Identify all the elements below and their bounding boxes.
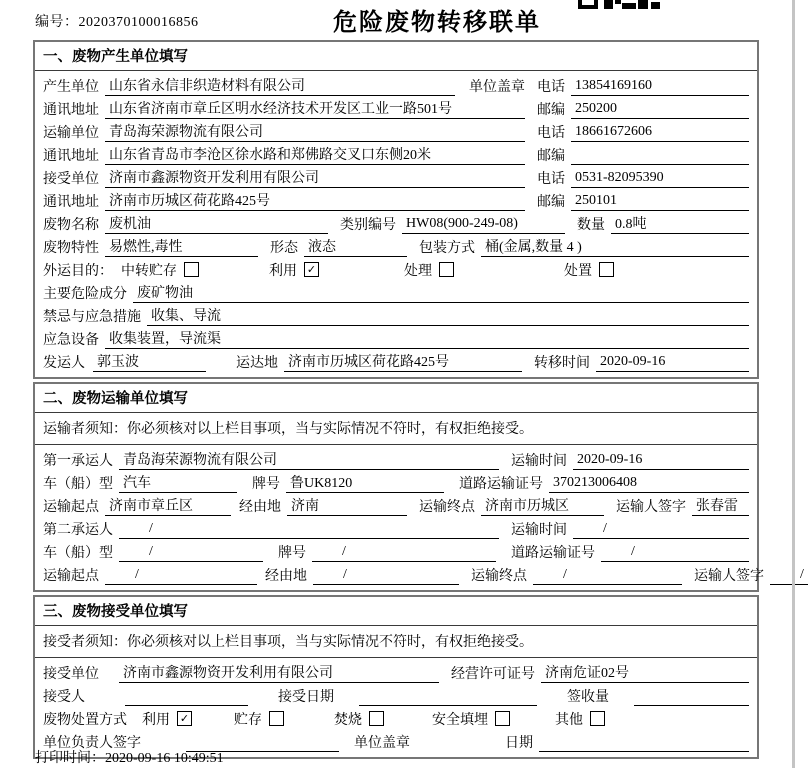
transporter-sign2-label: 运输人签字 (694, 569, 764, 584)
license-value: 济南危证02号 (541, 662, 749, 683)
section-producer (33, 40, 759, 379)
row-route2 (43, 562, 804, 585)
vehicle-type1-value: 汽车 (119, 472, 237, 493)
transport-notice: 运输者须知：你必须核对以上栏目事项，当与实际情况不符时，有权拒绝接受。 (35, 413, 757, 445)
signed-amount-value (634, 688, 749, 706)
transporter-phone-label: 电话 (537, 126, 565, 141)
category-value: HW08(900-249-08) (402, 216, 565, 234)
producer-zip-value: 250200 (571, 101, 749, 119)
receiver-zip-value: 250101 (571, 193, 749, 211)
transport-time1-value: 2020-09-16 (573, 452, 749, 470)
taboo-value: 收集、导流 (147, 305, 749, 326)
row-equipment (43, 326, 749, 349)
plate2-value: / (312, 544, 496, 562)
signed-amount-label: 签收量 (567, 690, 609, 705)
via2-value: / (313, 567, 459, 585)
checkbox-utilize: ✓ (304, 262, 319, 277)
quantity-label: 数量 (577, 218, 605, 233)
recipient-label: 接受人 (43, 690, 85, 705)
row-carrier2 (43, 516, 749, 539)
row-carrier1 (43, 447, 749, 470)
road-cert1-value: 370213006408 (549, 475, 749, 493)
destination-value: 济南市历城区荷花路425号 (284, 351, 522, 372)
row-shipper (43, 349, 749, 372)
transporter-zip-label: 邮编 (537, 149, 565, 164)
row-accepting-unit (43, 660, 749, 683)
carrier2-value: / (119, 521, 499, 539)
receiver-phone-value: 0531-82095390 (571, 170, 749, 188)
purpose-transfer-storage-label: 中转贮存 (121, 264, 177, 279)
row-waste-trait (43, 234, 749, 257)
transporter-address-value: 山东省青岛市李沧区徐水路和郑佛路交叉口东侧20米 (105, 144, 525, 165)
carrier2-label: 第二承运人 (43, 523, 113, 538)
transporter-value: 青岛海荣源物流有限公司 (105, 121, 525, 142)
checkbox-disposal-utilize: ✓ (177, 711, 192, 726)
transport-time1-label: 运输时间 (511, 454, 567, 469)
origin2-value: / (105, 567, 257, 585)
taboo-label: 禁忌与应急措施 (43, 310, 141, 325)
shipper-label: 发运人 (43, 356, 85, 371)
qr-code-fragment-icon (578, 0, 660, 9)
road-cert2-value: / (601, 544, 749, 562)
checkbox-disposal-store (269, 711, 284, 726)
print-time-label: 打印时间： (35, 751, 105, 766)
hazard-label: 主要危险成分 (43, 287, 127, 302)
end2-label: 运输终点 (471, 569, 527, 584)
via1-label: 经由地 (239, 500, 281, 515)
transport-time2-value: / (573, 521, 749, 539)
destination-label: 运达地 (236, 356, 278, 371)
row-transporter-address (43, 142, 749, 165)
section-producer-title: 一、废物产生单位填写 (35, 42, 757, 71)
purpose-utilize-label: 利用 (269, 264, 297, 279)
transfer-time-label: 转移时间 (534, 356, 590, 371)
receiver-value: 济南市鑫源物资开发利用有限公司 (105, 167, 525, 188)
waste-trait-value: 易燃性,毒性 (105, 236, 258, 257)
transporter-sign2-value: / (770, 567, 808, 585)
producer-label: 产生单位 (43, 80, 99, 95)
form-label: 形态 (270, 241, 298, 256)
receiver-phone-label: 电话 (537, 172, 565, 187)
equipment-value: 收集装置，导流渠 (105, 328, 749, 349)
waste-trait-label: 废物特性 (43, 241, 99, 256)
carrier1-label: 第一承运人 (43, 454, 113, 469)
row-waste-name (43, 211, 749, 234)
row-hazard (43, 280, 749, 303)
row-vehicle2 (43, 539, 749, 562)
accepting-unit-value: 济南市鑫源物资开发利用有限公司 (119, 662, 439, 683)
row-route1 (43, 493, 749, 516)
vehicle-type1-label: 车（船）型 (43, 477, 113, 492)
print-time-value: 2020-09-16 10:49:51 (105, 751, 224, 766)
receive-date-label: 接受日期 (278, 690, 334, 705)
print-time (35, 747, 224, 767)
receive-date-value (359, 688, 537, 706)
checkbox-treat (439, 262, 454, 277)
hazard-value: 废矿物油 (133, 282, 749, 303)
plate2-label: 牌号 (278, 546, 306, 561)
row-recipient (43, 683, 749, 706)
packing-label: 包装方式 (419, 241, 475, 256)
transporter-zip-value (571, 147, 749, 165)
row-transporter (43, 119, 749, 142)
checkbox-transfer-storage (184, 262, 199, 277)
receiver-zip-label: 邮编 (537, 195, 565, 210)
producer-phone-value: 13854169160 (571, 78, 749, 96)
end1-value: 济南市历城区 (481, 495, 604, 516)
doc-number-value: 2020370100016856 (78, 15, 199, 30)
road-cert2-label: 道路运输证号 (511, 546, 595, 561)
carrier1-value: 青岛海荣源物流有限公司 (119, 449, 499, 470)
doc-number-label: 编号： (35, 15, 79, 30)
producer-zip-label: 邮编 (537, 103, 565, 118)
quantity-value: 0.8吨 (611, 213, 749, 234)
section-transport (33, 382, 804, 592)
disposal-store-label: 贮存 (234, 713, 262, 728)
disposal-utilize-label: 利用 (142, 713, 170, 728)
vehicle-type2-label: 车（船）型 (43, 546, 113, 561)
row-disposal (43, 706, 749, 729)
section-receiver (33, 595, 759, 759)
shipper-value: 郭玉波 (93, 351, 206, 372)
via2-label: 经由地 (265, 569, 307, 584)
plate1-value: 鲁UK8120 (286, 472, 444, 493)
end1-label: 运输终点 (419, 500, 475, 515)
receiver-address-label: 通讯地址 (43, 195, 99, 210)
via1-value: 济南 (287, 495, 407, 516)
road-cert1-label: 道路运输证号 (459, 477, 543, 492)
producer-value: 山东省永信非织造材料有限公司 (105, 75, 455, 96)
transporter-sign1-value: 张春雷 (692, 495, 749, 516)
purpose-treat-label: 处理 (404, 264, 432, 279)
checkbox-disposal-other (590, 711, 605, 726)
category-label: 类别编号 (340, 218, 396, 233)
section-transport-title: 二、废物运输单位填写 (35, 384, 757, 413)
end2-value: / (533, 567, 682, 585)
row-producer (43, 73, 749, 96)
transporter-phone-value: 18661672606 (571, 124, 749, 142)
transfer-time-value: 2020-09-16 (596, 354, 749, 372)
unit-seal-label: 单位盖章 (469, 80, 525, 95)
receiver-label: 接受单位 (43, 172, 99, 187)
receiver-notice: 接受者须知：你必须核对以上栏目事项，当与实际情况不符时，有权拒绝接受。 (35, 626, 757, 658)
origin2-label: 运输起点 (43, 569, 99, 584)
receiver-seal-label: 单位盖章 (354, 736, 410, 751)
packing-value: 桶(金属,数量 4 ) (481, 236, 749, 257)
producer-address-label: 通讯地址 (43, 103, 99, 118)
disposal-incinerate-label: 焚烧 (334, 713, 362, 728)
plate1-label: 牌号 (252, 477, 280, 492)
vehicle-type2-value: / (119, 544, 263, 562)
receive-stamp-date-value (539, 734, 749, 752)
recipient-value (125, 688, 248, 706)
receive-stamp-date-label: 日期 (505, 736, 533, 751)
transporter-sign1-label: 运输人签字 (616, 500, 686, 515)
origin1-value: 济南市章丘区 (105, 495, 231, 516)
responsible-sign-label: 单位负责人签字 (43, 736, 141, 751)
disposal-label: 废物处置方式 (43, 713, 127, 728)
row-receiver-address (43, 188, 749, 211)
disposal-other-label: 其他 (555, 713, 583, 728)
license-label: 经营许可证号 (451, 667, 535, 682)
row-vehicle1 (43, 470, 749, 493)
waste-name-label: 废物名称 (43, 218, 99, 233)
disposal-landfill-label: 安全填埋 (432, 713, 488, 728)
row-producer-address (43, 96, 749, 119)
page-edge-line (792, 0, 795, 768)
row-taboo (43, 303, 749, 326)
origin1-label: 运输起点 (43, 500, 99, 515)
equipment-label: 应急设备 (43, 333, 99, 348)
checkbox-disposal-landfill (495, 711, 510, 726)
purpose-dispose-label: 处置 (564, 264, 592, 279)
page-title: 危险废物转移联单 (333, 9, 541, 36)
accepting-unit-label: 接受单位 (43, 667, 99, 682)
transporter-label: 运输单位 (43, 126, 99, 141)
producer-address-value: 山东省济南市章丘区明水经济技术开发区工业一路501号 (105, 98, 525, 119)
purpose-label: 外运目的： (43, 264, 113, 279)
transporter-address-label: 通讯地址 (43, 149, 99, 164)
producer-phone-label: 电话 (537, 80, 565, 95)
row-receiver (43, 165, 749, 188)
row-purpose (43, 257, 749, 280)
manifest-form (33, 40, 804, 762)
receiver-address-value: 济南市历城区荷花路425号 (105, 190, 525, 211)
section-receiver-title: 三、废物接受单位填写 (35, 597, 757, 626)
waste-name-value: 废机油 (105, 213, 328, 234)
form-value: 液态 (304, 236, 407, 257)
checkbox-dispose (599, 262, 614, 277)
checkbox-disposal-incinerate (369, 711, 384, 726)
transport-time2-label: 运输时间 (511, 523, 567, 538)
